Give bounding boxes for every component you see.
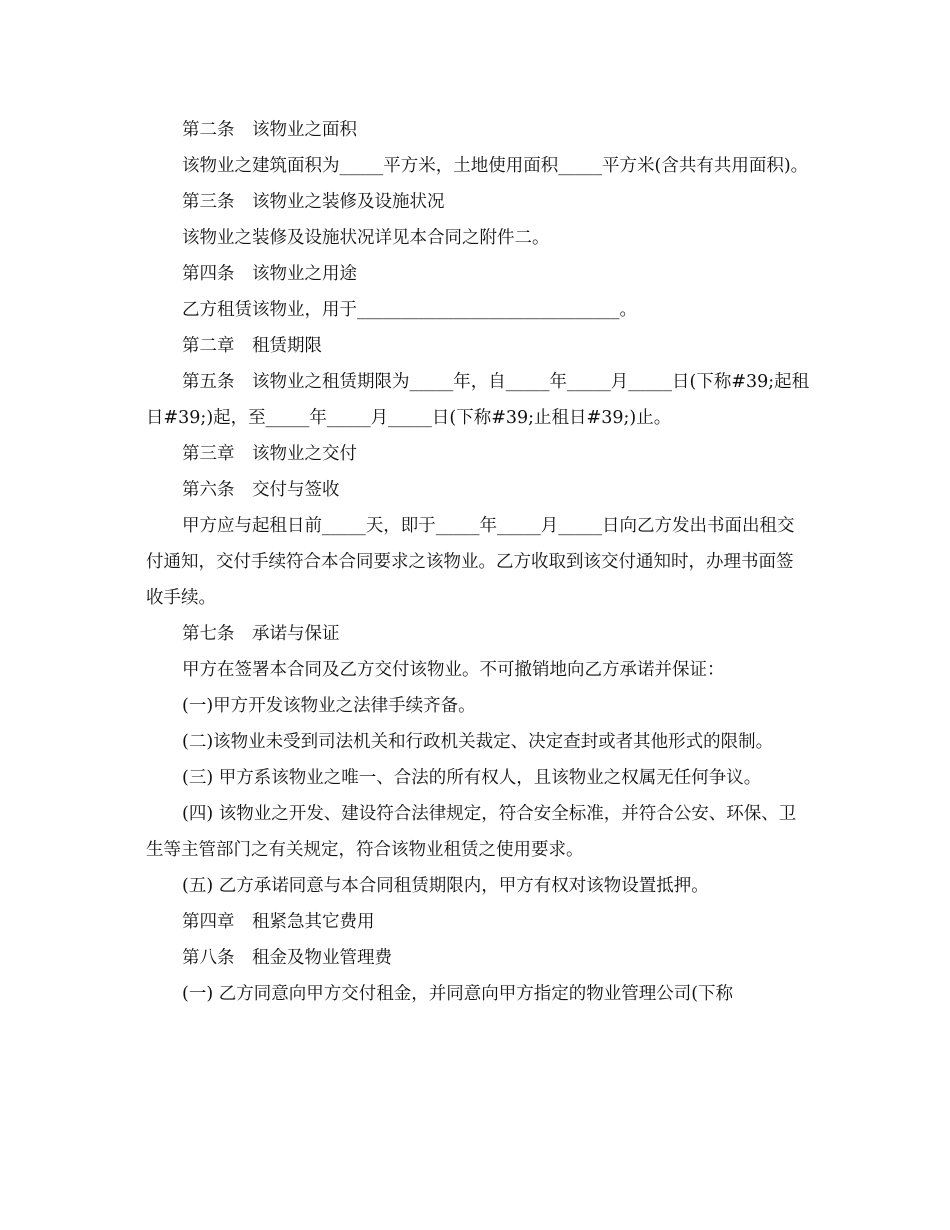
article-3-heading: 第三条 该物业之装修及设施状况: [182, 192, 445, 212]
article-2-heading: 第二条 该物业之面积: [182, 120, 357, 140]
chapter-3-heading: 第三章 该物业之交付: [182, 444, 357, 464]
article-3-body: 该物业之装修及设施状况详见本合同之附件二。: [182, 228, 550, 248]
article-5-body: 第五条 该物业之租赁期限为_____年，自_____年_____月_____日(下称#39;起租日#39;)起，至_____年_____月_____日(下称#39;止租日#39;)止。: [146, 372, 810, 428]
article-7-item-4: (四) 该物业之开发、建设符合法律规定，符合安全标准，并符合公安、环保、卫生等主管部门之有关规定，符合该物业租赁之使用要求。: [146, 804, 797, 860]
chapter-2-heading: 第二章 租赁期限: [182, 336, 322, 356]
article-7-item-1: (一)甲方开发该物业之法律手续齐备。: [182, 696, 476, 716]
document-page: [146, 112, 810, 1012]
chapter-4-heading: 第四章 租紧急其它费用: [182, 912, 375, 932]
article-2-body: 该物业之建筑面积为_____平方米，土地使用面积_____平方米(含共有共用面积)。: [182, 156, 809, 176]
article-8-item-1: (一) 乙方同意向甲方交付租金，并同意向甲方指定的物业管理公司(下称: [182, 984, 734, 1004]
article-7-heading: 第七条 承诺与保证: [182, 624, 340, 644]
article-7-intro: 甲方在签署本合同及乙方交付该物业。不可撤销地向乙方承诺并保证：: [182, 660, 725, 680]
article-7-item-2: (二)该物业未受到司法机关和行政机关裁定、决定查封或者其他形式的限制。: [182, 732, 774, 752]
article-4-heading: 第四条 该物业之用途: [182, 264, 357, 284]
article-6-body: 甲方应与起租日前_____天，即于_____年_____月_____日向乙方发出书面出租交付通知，交付手续符合本合同要求之该物业。乙方收取到该交付通知时，办理书面签收手续。: [146, 516, 795, 608]
article-7-item-5: (五) 乙方承诺同意与本合同租赁期限内，甲方有权对该物设置抵押。: [182, 876, 709, 896]
article-4-body: 乙方租赁该物业，用于______________________________。: [182, 300, 637, 320]
article-8-heading: 第八条 租金及物业管理费: [182, 948, 392, 968]
article-6-heading: 第六条 交付与签收: [182, 480, 340, 500]
article-7-item-3: (三) 甲方系该物业之唯一、合法的所有权人，且该物业之权属无任何争议。: [182, 768, 762, 788]
